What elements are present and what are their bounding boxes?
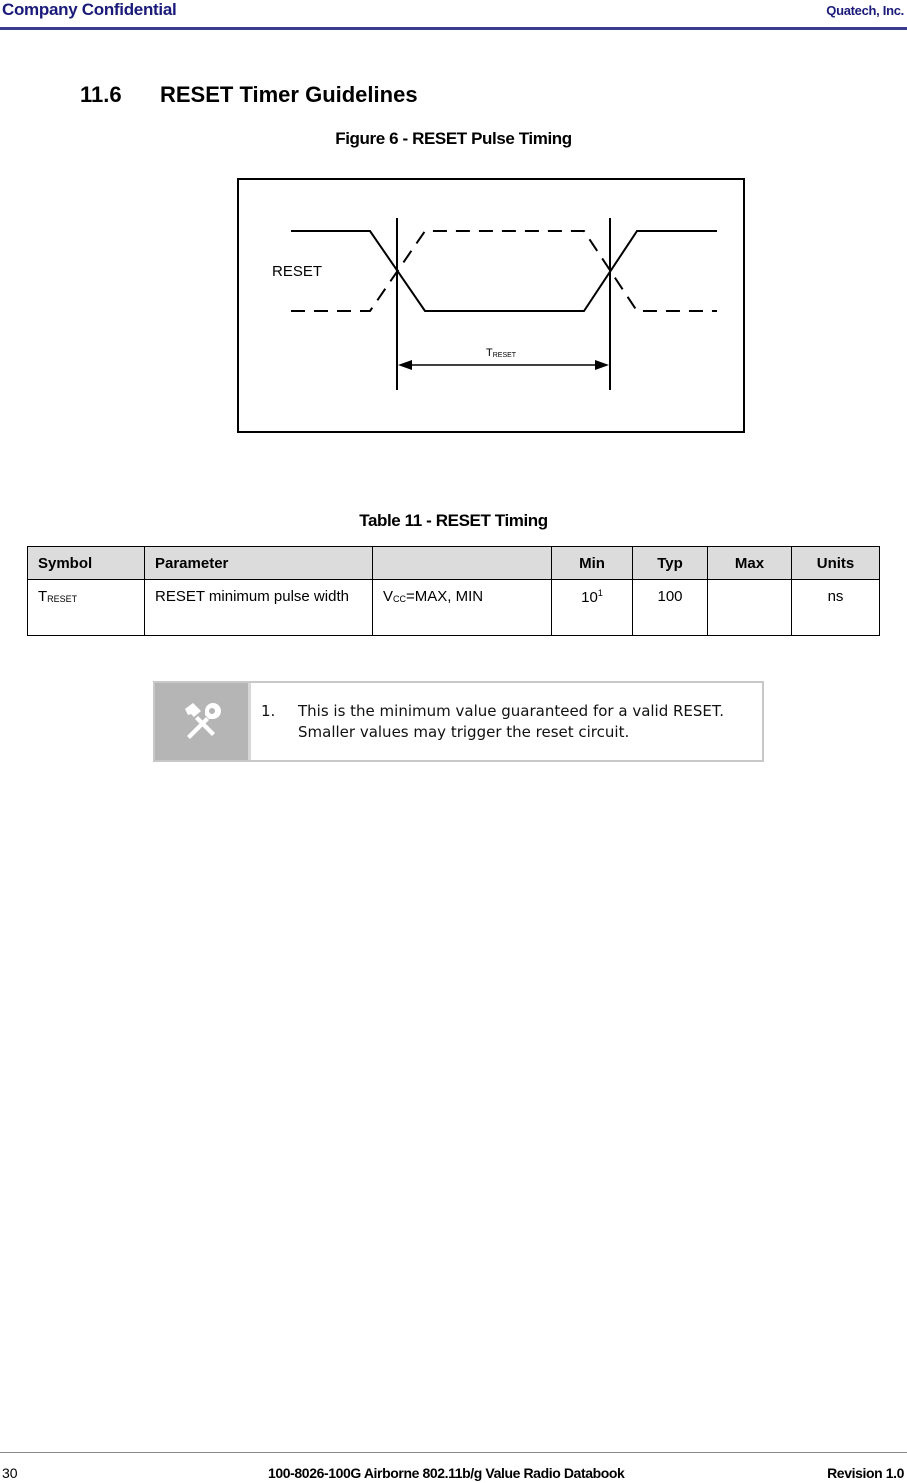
document-revision: Revision 1.0 [827,1465,904,1481]
table-row [28,580,880,636]
col-units: Units [792,547,880,580]
note-body: This is the minimum value guaranteed for a valid RESET. Smaller values may trigger the reset circuit. [298,702,725,741]
footnote-ref: 1 [597,588,603,598]
reset-timing-diagram [237,178,745,433]
note-box [153,681,764,762]
diagram-frame [238,179,744,432]
page-header [0,0,907,30]
cell-typ: 100 [633,580,708,636]
cell-symbol: $T_{RESET}$ [28,580,145,636]
header-company: Quatech, Inc. [826,3,904,18]
cell-units: ns [792,580,880,636]
signal-label: RESET [272,263,323,280]
timing-label: TRESET [486,347,517,359]
cell-min: $10^1$ [552,580,633,636]
reset-timing-table [27,546,880,636]
col-condition [373,547,552,580]
page-number: 30 [2,1465,18,1481]
tools-icon [155,683,251,760]
cell-condition: $V_{CC}=MAX$, MIN [373,580,552,636]
col-symbol: Symbol [28,547,145,580]
section-heading [80,82,418,108]
section-title: RESET Timer Guidelines [160,82,418,107]
document-title: 100-8026-100G Airborne 802.11b/g Value Radio Databook [268,1465,625,1481]
header-confidential: Company Confidential [2,0,177,19]
table-header-row [28,547,880,580]
table-caption: Table 11 - RESET Timing [359,511,548,530]
figure-caption: Figure 6 - RESET Pulse Timing [335,129,572,148]
note-number: 1. [261,702,276,720]
cell-max [708,580,792,636]
col-min: Min [552,547,633,580]
section-number: 11.6 [80,82,122,107]
col-max: Max [708,547,792,580]
page-footer [0,1452,907,1483]
cell-parameter: RESET minimum pulse width [145,580,373,636]
col-parameter: Parameter [145,547,373,580]
note-text [261,701,741,743]
col-typ: Typ [633,547,708,580]
